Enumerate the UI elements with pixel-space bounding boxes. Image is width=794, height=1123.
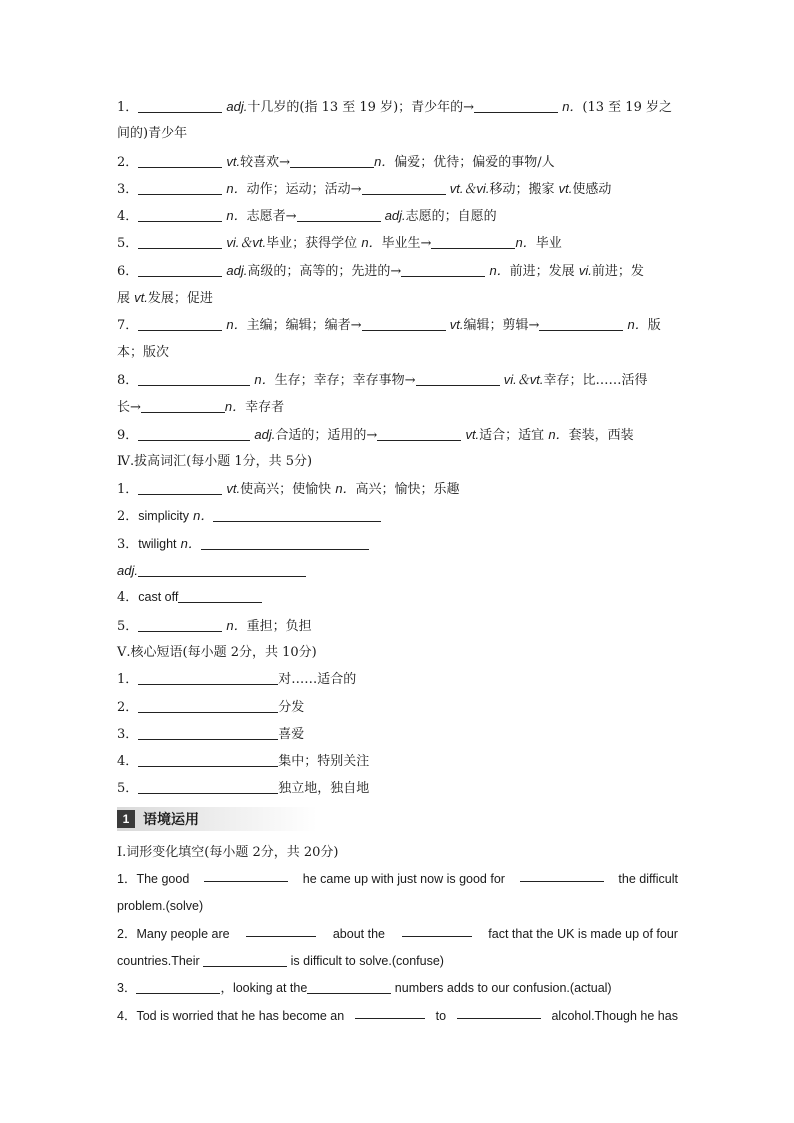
definition: (13 至 19 岁之 — [582, 100, 672, 115]
pos-label: vt.＆vi. — [449, 180, 490, 196]
definition: 毕业；获得学位 — [266, 236, 358, 252]
answer-blank[interactable] — [138, 751, 278, 767]
definition: 幸存者 — [245, 400, 285, 416]
pos-label: n． — [374, 153, 395, 169]
pos-label: n． — [562, 99, 583, 114]
item-number: 9． — [117, 427, 139, 443]
phrase-meaning: 独立地，独自地 — [278, 781, 370, 797]
heading-title: 语境运用 — [143, 811, 199, 828]
pos-label: n． — [627, 317, 648, 333]
vocab-item-7-cont — [117, 339, 678, 366]
answer-blank[interactable] — [138, 206, 222, 222]
q3 — [117, 975, 678, 1002]
definition: 毕业生→ — [381, 236, 432, 252]
v-item-2 — [117, 694, 678, 721]
vocab-item-1-cont — [117, 120, 678, 147]
iv-item-3 — [117, 530, 678, 557]
answer-blank[interactable] — [138, 425, 250, 441]
worksheet-page — [117, 93, 678, 1030]
item-number: 7． — [117, 318, 139, 334]
item-number: 8． — [117, 372, 139, 388]
item-number: 4． — [117, 209, 139, 225]
section-v-title: Ⅴ.核心短语(每小题 2分，共 10分) — [117, 644, 317, 660]
vocab-item-1 — [117, 93, 678, 120]
definition: 重担；负担 — [246, 618, 312, 634]
pos-label: n． — [335, 481, 356, 497]
answer-blank[interactable] — [138, 97, 222, 113]
q4 — [117, 1003, 678, 1030]
answer-blank[interactable] — [138, 315, 222, 331]
definition: 志愿的；自愿的 — [405, 209, 497, 225]
vocab-word: twilight — [138, 536, 177, 551]
vocab-item-9 — [117, 421, 678, 448]
definition: 动作；运动；活动→ — [246, 181, 362, 197]
pos-label: n． — [193, 508, 214, 524]
iv-item-5 — [117, 612, 678, 639]
pos-label: n． — [361, 235, 382, 251]
answer-blank[interactable] — [307, 978, 391, 994]
pos-label: vi.＆vt. — [226, 235, 267, 251]
question-text: 3． — [117, 981, 137, 996]
question-text: fact that the UK is made up of four — [488, 926, 678, 941]
answer-blank[interactable] — [138, 370, 250, 386]
answer-blank[interactable] — [402, 921, 472, 937]
iv-item-4 — [117, 584, 678, 611]
definition: 展 — [117, 291, 131, 307]
vocab-item-7 — [117, 311, 678, 338]
answer-blank[interactable] — [141, 397, 225, 413]
v-item-4 — [117, 748, 678, 775]
vocab-item-2 — [117, 148, 678, 175]
answer-blank[interactable] — [136, 978, 220, 994]
answer-blank[interactable] — [138, 724, 278, 740]
definition: 编辑；剪辑→ — [463, 318, 540, 334]
section-i-title: Ⅰ.词形变化填空(每小题 2分，共 20分) — [117, 844, 339, 860]
definition: 发展；促进 — [147, 291, 213, 307]
question-text: countries.Their — [117, 953, 200, 968]
definition: 毕业 — [535, 236, 562, 252]
q1-cont: problem.(solve) — [117, 899, 204, 914]
definition: 套装，西装 — [568, 427, 634, 443]
answer-blank[interactable] — [416, 370, 500, 386]
pos-label: n． — [226, 317, 247, 333]
definition: 幸存；比……活得 — [543, 372, 648, 388]
pos-label: n． — [489, 262, 510, 278]
definition: 使感动 — [572, 181, 612, 197]
item-number: 4． — [117, 754, 139, 770]
pos-label: n． — [226, 208, 247, 224]
pos-label: vt. — [465, 426, 480, 442]
answer-blank[interactable] — [355, 1003, 425, 1019]
definition: 志愿者→ — [246, 209, 297, 225]
definition: 前进；发 — [591, 263, 644, 279]
definition: 长→ — [117, 400, 141, 416]
definition: 前进；发展 — [509, 263, 575, 279]
pos-label: adj. — [117, 563, 138, 579]
item-number: 2． — [117, 699, 139, 715]
definition: 十几岁的(指 13 至 19 岁)；青少年的→ — [247, 100, 475, 115]
question-text: ，looking at the — [220, 981, 308, 996]
definition: 合适的；适用的→ — [275, 427, 378, 443]
answer-blank[interactable] — [138, 152, 222, 168]
answer-blank[interactable] — [474, 97, 558, 113]
pos-label: adj. — [254, 426, 276, 442]
pos-label: n． — [548, 426, 569, 442]
q1 — [117, 866, 678, 893]
phrase-meaning: 喜爱 — [278, 726, 305, 742]
question-text: about the — [332, 926, 385, 941]
pos-label: vi.＆vt. — [503, 371, 544, 387]
pos-label: n． — [224, 399, 246, 415]
pos-label: vt. — [449, 317, 464, 333]
heading-badge: 1 — [117, 810, 135, 828]
pos-label: vi. — [578, 262, 592, 278]
definition: 本；版次 — [117, 344, 170, 360]
answer-blank[interactable] — [290, 152, 374, 168]
v-item-1 — [117, 666, 678, 693]
phrase-meaning: 集中；特别关注 — [278, 754, 370, 770]
item-number: 3． — [117, 726, 139, 742]
pos-label: adj. — [226, 262, 248, 278]
question-text: to — [435, 1008, 447, 1023]
item-number: 2． — [117, 509, 139, 525]
definition: 主编；编辑；编者→ — [246, 318, 362, 334]
vocab-item-3 — [117, 175, 678, 202]
phrase-meaning: 分发 — [278, 699, 305, 715]
pos-label: adj. — [384, 208, 406, 224]
pos-label: vt. — [558, 180, 573, 196]
answer-blank[interactable] — [431, 233, 515, 249]
iv-item-2 — [117, 502, 678, 529]
item-number: 6． — [117, 263, 139, 279]
definition: 生存；幸存；幸存事物→ — [274, 372, 416, 388]
item-number: 3． — [117, 536, 139, 552]
pos-label: adj. — [226, 99, 248, 114]
answer-blank[interactable] — [138, 669, 278, 685]
answer-blank[interactable] — [138, 561, 306, 577]
vocab-item-4 — [117, 202, 678, 229]
definition: 使高兴；使愉快 — [240, 482, 332, 498]
v-item-5 — [117, 775, 678, 802]
answer-blank[interactable] — [457, 1003, 541, 1019]
vocab-word: simplicity — [138, 509, 189, 524]
answer-blank[interactable] — [203, 951, 287, 967]
item-number: 5． — [117, 781, 139, 797]
answer-blank[interactable] — [138, 778, 278, 794]
pos-label: n． — [226, 617, 247, 633]
q2-cont — [117, 948, 678, 975]
question-text: numbers adds to our confusion.(actual) — [394, 981, 612, 996]
pos-label: n． — [180, 535, 201, 551]
item-number: 5． — [117, 618, 139, 634]
vocab-item-6 — [117, 257, 678, 284]
answer-blank[interactable] — [138, 697, 278, 713]
pos-label: vt. — [226, 481, 241, 497]
item-number: 1． — [117, 672, 139, 688]
answer-blank[interactable] — [138, 179, 222, 195]
answer-blank[interactable] — [178, 587, 262, 603]
item-number: 5． — [117, 236, 139, 252]
vocab-item-6-cont — [117, 284, 678, 311]
item-number: 1． — [117, 482, 139, 498]
phrase-meaning: 对……适合的 — [278, 672, 357, 688]
answer-blank[interactable] — [401, 261, 485, 277]
answer-blank[interactable] — [297, 206, 381, 222]
answer-blank[interactable] — [362, 179, 446, 195]
question-text: is difficult to solve.(confuse) — [290, 953, 444, 968]
answer-blank[interactable] — [204, 866, 288, 882]
answer-blank[interactable] — [201, 534, 369, 550]
item-number: 1． — [117, 100, 139, 115]
section-heading — [117, 807, 317, 831]
definition: 高兴；愉快；乐趣 — [355, 482, 460, 498]
pos-label: vt. — [134, 290, 148, 306]
vocab-word: cast off — [138, 590, 179, 605]
definition: 较喜欢→ — [240, 154, 291, 170]
iv-item-1 — [117, 475, 678, 502]
pos-label: n． — [515, 235, 536, 251]
vocab-item-5 — [117, 229, 678, 256]
answer-blank[interactable] — [539, 315, 623, 331]
question-text: alcohol.Though he has — [551, 1008, 678, 1023]
question-text: 2．Many people are — [117, 926, 230, 941]
answer-blank[interactable] — [138, 233, 222, 249]
definition: 移动；搬家 — [489, 181, 555, 197]
pos-label: n． — [254, 371, 275, 387]
answer-blank[interactable] — [362, 315, 446, 331]
item-number: 4． — [117, 590, 139, 606]
q2 — [117, 921, 678, 948]
answer-blank[interactable] — [520, 866, 604, 882]
pos-label: n． — [226, 180, 247, 196]
answer-blank[interactable] — [138, 261, 222, 277]
definition: 版 — [647, 318, 661, 334]
answer-blank[interactable] — [138, 616, 222, 632]
vocab-item-8-cont — [117, 393, 678, 420]
definition: 适合；适宜 — [479, 427, 545, 443]
answer-blank[interactable] — [377, 425, 461, 441]
question-text: he came up with just now is good for — [302, 872, 505, 887]
definition: 偏爱；优待；偏爱的事物/人 — [394, 154, 555, 170]
item-number: 2． — [117, 154, 139, 170]
question-text: the difficult — [618, 872, 678, 887]
question-text: 1．The good — [117, 872, 190, 887]
pos-label: vt. — [226, 153, 241, 169]
answer-blank[interactable] — [246, 921, 316, 937]
iv-item-3-cont — [117, 557, 678, 584]
definition: 高级的；高等的；先进的→ — [247, 263, 402, 279]
vocab-item-8 — [117, 366, 678, 393]
v-item-3 — [117, 721, 678, 748]
answer-blank[interactable] — [138, 479, 222, 495]
answer-blank[interactable] — [213, 506, 381, 522]
definition: 间的)青少年 — [117, 126, 188, 142]
question-text: 4．Tod is worried that he has become an — [117, 1008, 345, 1023]
item-number: 3． — [117, 181, 139, 197]
section-iv-title: Ⅳ.拔高词汇(每小题 1分，共 5分) — [117, 453, 313, 469]
